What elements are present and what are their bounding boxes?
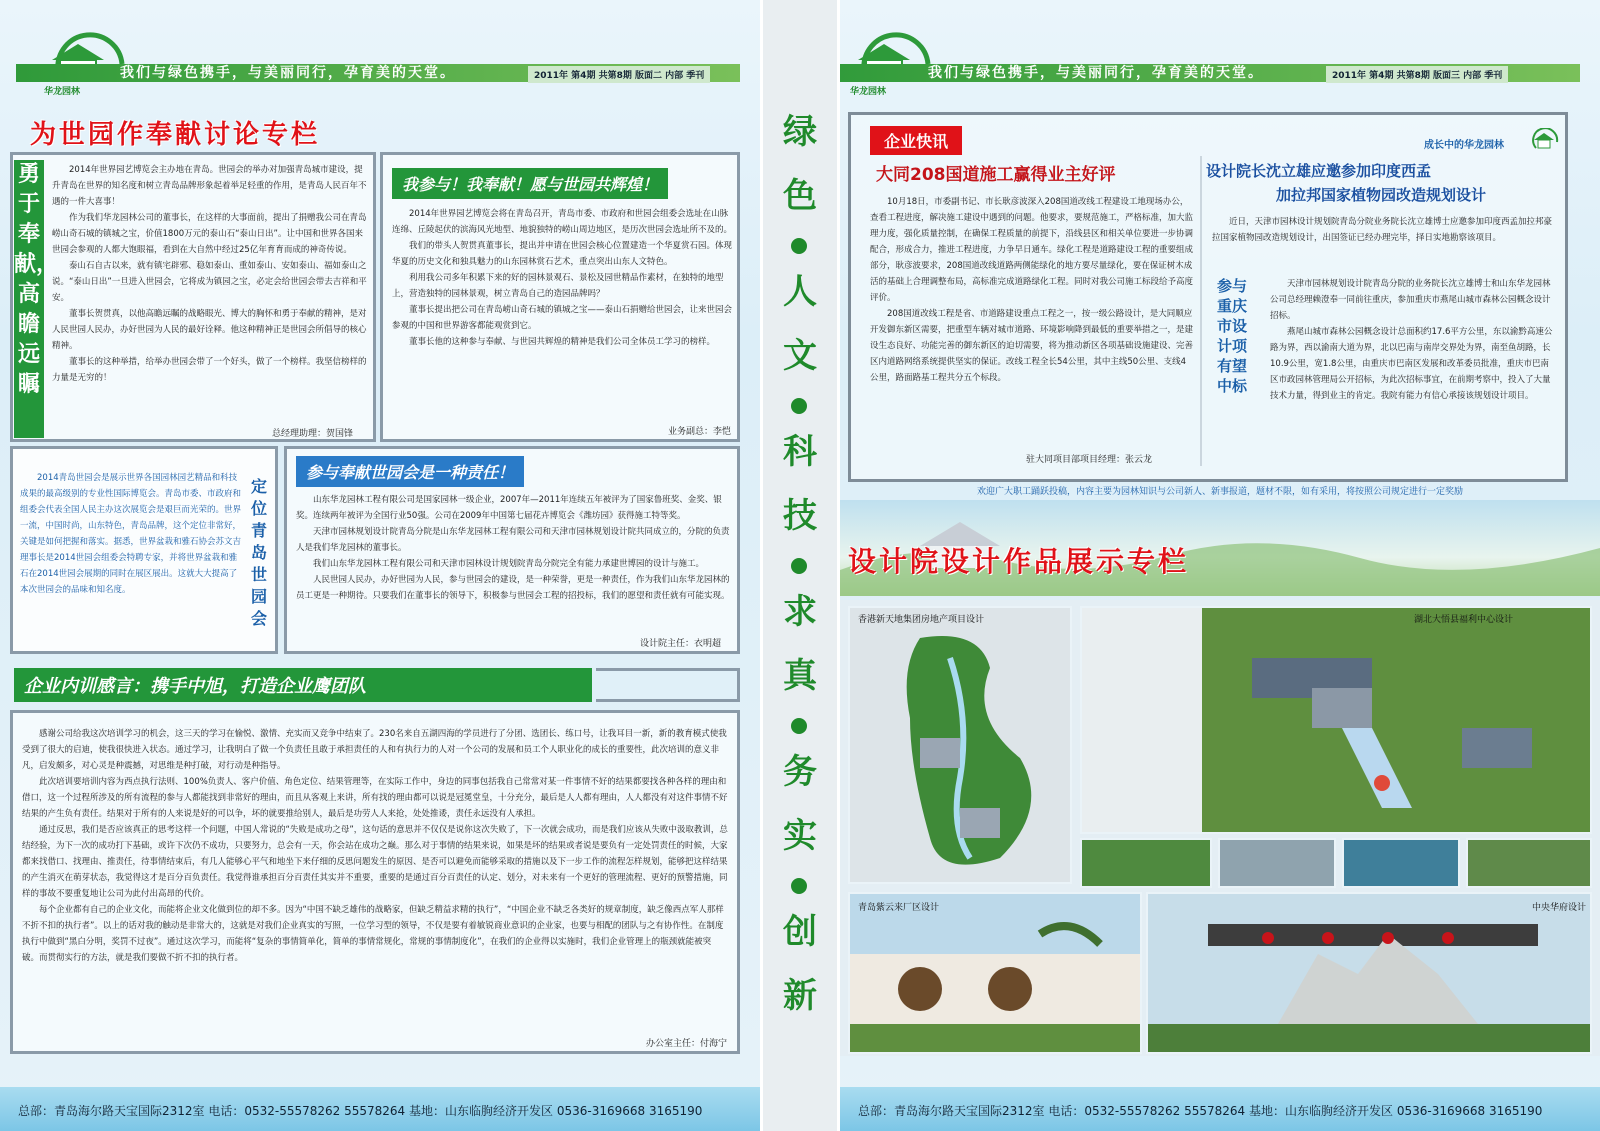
news-label: 企业快讯: [870, 126, 962, 155]
article-signature-4: 设计院主任：衣明超: [640, 639, 722, 649]
issue-info: 2011年 第4期 共第8期 版面二 内部 季刊: [528, 66, 710, 83]
article-banner-4: 参与奉献世园会是一种责任！: [296, 456, 524, 487]
article-body-4: 山东华龙园林工程有限公司是国家园林一级企业，2007年—2011年连续五年被评为了国家鲁班奖、金奖、银奖。连续两年被评为全国行业50强。公司在2009年中国第七届花卉博览会《潍坊园》获得施工特等奖。 天津市园林规划设计院青岛分院是山东华龙园林工程有限公司和天津市园林规划设计院共同成立的，分院的负责人是我们华龙园林的董事长。 我们山东华龙园林工程有限公司和天津市园林设计规划院青岛分院完全有能力承建世博园的设计与施工。 人民世园人民办，办好世园为人民，参与世园会的建设，是一种荣誉，更是一种责任，作为我们山东华龙园林的员工更是一种期待。只要我们在董事长的领导下，积极参与世园会工程的招投标，我们的愿望和责任就有可能实现。: [296, 495, 730, 601]
training-banner: 企业内训感言：携手中旭，打造企业鹰团队: [14, 668, 592, 702]
design-caption-2: 湖北大悟县福利中心设计: [1414, 615, 1514, 625]
design-thumb-3: [1342, 838, 1460, 888]
article-banner-2: 我参与！我奉献！愿与世园共辉煌！: [392, 168, 668, 199]
news2-title-line2: 加拉邦国家植物园改造规划设计: [1276, 186, 1487, 204]
spine-dot: [791, 718, 807, 734]
footer-right: [840, 1087, 1600, 1131]
news2-vertical-title: 参与重庆市设计项有望中标: [1216, 277, 1247, 395]
spine-char: 创: [783, 912, 817, 952]
footer-left: [0, 1087, 760, 1131]
spine-motto: [760, 0, 840, 1131]
design-caption-3: 青岛紫云来厂区设计: [858, 903, 940, 913]
article-body-1: 2014年世界园艺博览会主办地在青岛。世园会的举办对加强青岛城市建设，提升青岛在世界的知名度和树立青岛品牌形象起着举足轻重的作用，是青岛人民百年不遇的一件大喜事！ 作为我们华龙园林公司的董事长，在这样的大事面前，提出了捐赠我公司在青岛崂山奇石城的镇城之宝，价值1800万元的泰山石“泰山日出”。让中国和世界各国来世园会参观的人都大饱眼福，看到在大自然中经过25亿年育育而成的神奇传说。 泰山石自古以来，就有镇宅辟邪、稳如泰山、重如泰山、安如泰山、福如泰山之说。“泰山日出”一旦进入世园会，它将成为镇园之宝，必定会给世园会带去吉祥和平安。 董事长贺贯真，以他高瞻远瞩的战略眼光、博大的胸怀和勇于奉献的精神，是对人民世园人民办，办好世园为人民的最好诠释。他这种精神正是世园会所倡导的核心精神。 董事长的这种举措，给举办世园会带了一个好头，做了一个榜样。我坚信榜样的力量是无穷的！: [52, 165, 367, 383]
news2-title-line1: 设计院长沈立雄应邀参加印度西孟: [1206, 162, 1432, 180]
design-thumb-2: [1218, 838, 1336, 888]
spine-char: 新: [783, 976, 817, 1016]
footer-contact: 总部：青岛海尔路天宝国际2312室 电话：0532-55578262 55578264 基地：山东临朐经济开发区 0536-3169668 3165190: [18, 1104, 703, 1118]
spine-dot: [791, 238, 807, 254]
logo-name: 华龙园林: [850, 87, 887, 97]
article-signature-2: 业务副总：李恺: [668, 427, 732, 437]
spine-dot: [791, 558, 807, 574]
design-photo-1: [848, 606, 1072, 884]
design-photo-4: [1146, 892, 1592, 1054]
page-left: [0, 0, 760, 1131]
spine-char: 真: [783, 656, 817, 696]
design-section-title: 设计院设计作品展示专栏: [848, 545, 1190, 578]
design-photo-3: [848, 892, 1142, 1054]
article-vertical-title: 勇于奉献，高瞻远瞩: [14, 160, 44, 438]
news2-body: 天津市园林规划设计院青岛分院的业务院长沈立雄博士和山东华龙园林公司总经理赖澄奉一同前往重庆，参加重庆市燕尾山城市森林公园概念设计招标。 燕尾山城市森林公园概念设计总面积约17.6平方公里，东以渝黔高速公路为界，西以渝南大道为界，北以巴南与南岸交界处为界，南至鱼胡路，长10.9公里，宽1.8公里，由重庆市巴南区发展和改革委员批准，重庆市巴南区市政园林管理局公开招标，为此次招标事宜，在前期考察中，投入了大量技术力量，得到业主的肯定。我院有能力有信心承接该规划设计项目。: [1270, 279, 1553, 401]
section-title-expo: 为世园作奉献讨论专栏: [30, 120, 321, 150]
spine-dot: [791, 398, 807, 414]
training-body: 感谢公司给我这次培训学习的机会，这三天的学习在愉悦、激情、充实而又竞争中结束了。230名来自五湖四海的学员进行了分团、选团长、练口号，让我耳目一新，新的教育模式使我受到了很大的启迪，使我很快进入状态。通过学习，让我明白了做一个负责任且敢于承担责任的人和有执行力的人对一个公司的发展和员工个人职业化的成长的重要性，此次培训的意义非凡，启发颇多，对心灵是种震撼，对思维是种打破，对行动是种指导。 此次培训要培训内容为西点执行法则、100%负责人、客户价值、角色定位、结果管理等，在实际工作中，身边的同事包括我自己常常对某一件事情不好的结果都要找各种各样的理由和借口，这一个过程所涉及的所有流程的参与人都能找到非常好的理由，而且从客观上来讲，所有找的理由都可以说是冠冕堂皇，十分充分，最后是人人都有理由，人人都没有对这件事情不好结果的产生负有责任。结果对于所有的人来说是好的可以争，坏的就要推给别人，最后是功劳人人来抢，处处推诿，责任永远没有人承担。 通过反思，我们是否应该真正的思考这样一个问题，中国人常说的“失败是成功之母”，这句话的意思并不仅仅是说你这次失败了，下一次就会成功，而是我们应该从失败中汲取教训，总结经验，为下一次的成功打下基础，或许下次仍不成功，只要努力，总会有一天，你会站在成功之巅。那么对于事情的结果来说，如果是坏的结果或者说是要负有一定处罚责任的时候，大家都来找借口、找理由、推责任，待事情结束后，有几人能够心平气和地坐下来仔细的反思问题发生的原因、是否可以避免而能够采取的措施以及下一步工作的流程怎样规划，能够把这样结果的产生消灭在萌芽状态，我觉得这才是百分百负责任。我觉得谁承担百分百责任其实并不重要，重要的是通过百分百责任的认定、划分，对未来有一个更好的管理流程、更好的预警措施，同样的事故不要重复地让公司为此付出高昂的代价。 每个企业都有自己的企业文化，而能将企业文化做到位的却不多。因为“中国不缺乏雄伟的战略家，但缺乏精益求精的执行”，“中国企业不缺乏各类好的规章制度，缺乏像西点军人那样不折不扣的执行者”。以上的话对我的触动是非常大的，这就是对我们企业真实的写照，一位学习型的领导，不仅是要有着敏锐商业意识的企业家，也要与相配的团队与之有协作性。在制度执行中做到“黑白分明，奖罚不过夜”。通过这次学习，而能将“复杂的事情简单化，简单的事情常规化，常规的事情制度化”，在我们的企业得以实施时，我们企业管理上的瓶颈就能被突破。而贯彻实行的方法，就是我们要做不折不扣的执行者。: [22, 729, 728, 963]
design-thumb-1: [1080, 838, 1212, 888]
header-slogan: 我们与绿色携手，与美丽同行，孕育美的天堂。: [120, 65, 456, 81]
spine-char: 科: [783, 432, 817, 472]
training-signature: 办公室主任：付海宁: [646, 1039, 728, 1049]
design-caption-1: 香港新天地集团房地产项目设计: [858, 615, 985, 625]
spine-char: 技: [783, 496, 817, 536]
page-right: [840, 0, 1600, 1131]
footer-contact: 总部：青岛海尔路天宝国际2312室 电话：0532-55578262 55578264 基地：山东临朐经济开发区 0536-3169668 3165190: [858, 1104, 1543, 1118]
spine-char: 实: [783, 816, 817, 856]
news1-signature: 驻大同项目部项目经理：张云龙: [1026, 455, 1153, 465]
spine-char: 务: [783, 752, 817, 792]
design-caption-4: 中央华府设计: [1532, 903, 1587, 913]
spine-dot: [791, 878, 807, 894]
article-signature-1: 总经理助理：贺国锋: [272, 429, 354, 439]
spine-char: 色: [783, 176, 817, 216]
news1-body: 10月18日，市委副书记、市长耿彦波深入208国道改线工程建设工地现场办公，查看工程进度，解决施工建设中遇到的问题。他要求，要规范施工，严格标准，加大监理力度，强化质量控制，在确保工程质量的前提下，沿线县区和相关单位要进一步协调配合，形成合力，推进工程进度，力争早日通车。绿化工程是道路建设工程的重要组成部分，耿彦波要求，208国道改线道路两侧能绿化的地方要尽量绿化，要在保证树木成活的基础上合理调整布局，高标准完成道路绿化工程。同时对我公司施工标段给予高度评价。 208国道改线工程是省、市道路建设重点工程之一，按一级公路设计，是大同顺应开发御东新区需要，把重型车辆对城市道路、环境影响降到最低的重要举措之一，是建设生态良好、功能完善的御东新区的迫切需要，将为推动新区各项基础设施建设、完善区内道路网络系统提供坚实的保证。改线工程全长54公里，其中主线50公里、支线4公里，路面路基工程共分五个标段。: [870, 197, 1194, 383]
spine-char: 文: [783, 336, 817, 376]
article-vertical-title-3: 定位青岛世园会: [250, 477, 267, 628]
news2-intro: 近日，天津市园林设计规划院青岛分院业务院长沈立雄博士应邀参加印度西孟加拉邦豪拉国家植物园改造规划设计，出国签证已经办理完毕，择日实地勘察该项目。: [1212, 217, 1552, 243]
training-banner-frame: [596, 668, 740, 702]
spine-char: 绿: [783, 112, 817, 152]
design-photo-2: [1080, 606, 1592, 834]
spine-char: 人: [783, 272, 817, 312]
header-slogan: 我们与绿色携手，与美丽同行，孕育美的天堂。: [928, 65, 1264, 81]
news1-title: 大同208国道施工赢得业主好评: [876, 165, 1116, 185]
design-thumb-4: [1466, 838, 1592, 888]
article-body-3: 2014青岛世园会是展示世界各国园林园艺精品和科技成果的最高级别的专业性国际博览会。青岛市委、市政府和组委会代表全国人民主办这次展览会是艰巨而光荣的。世界一流，中国时尚，山东特色，青岛品牌，这个定位非常好，关键是如何把握和落实。据悉，世界盆栽和雅石协会苏文吉理事长是2014世园会组委会特聘专家，并将世界盆栽和雅石在2014世园会展期的同时在展区展出。这就大大提高了本次世园会的品味和知名度。: [20, 473, 242, 595]
spine-char: 求: [783, 592, 817, 632]
mini-logo-icon: [1530, 128, 1560, 156]
logo-name: 华龙园林: [44, 87, 81, 97]
article-body-2: 2014年世界园艺博览会将在青岛召开，青岛市委、市政府和世园会组委会选址在山脉连绵、丘陵起伏的滨海风光地型、地貌独特的崂山周边地区，是历次世园会选址所不及的。 我们的带头人贺贯真董事长，提出并申请在世园会核心位置建造一个华夏赏石园。体现华夏的历史文化和独具魅力的山东园林赏石艺术，重点突出山东人文特色。 利用我公司多年积累下来的好的园林景观石、景松及园世精品作素材，在独特的地型上，营造独特的园林景观，树立青岛自己的造园品牌吗？ 董事长提出把公司在青岛崂山奇石城的镇城之宝——泰山石捐赠给世园会，让来世园会参观的中国和世界游客都能观赏到它。 董事长他的这种参与奉献、与世园共辉煌的精神是我们公司全体员工学习的榜样。: [392, 209, 732, 347]
growth-tag: 成长中的华龙园林: [1424, 140, 1504, 151]
submission-notice: 欢迎广大职工踊跃投稿，内容主要为园林知识与公司新人、新事报道，题材不限，如有采用，将按照公司规定进行一定奖励: [976, 487, 1463, 497]
issue-info: 2011年 第4期 共第8期 版面三 内部 季刊: [1326, 66, 1508, 83]
